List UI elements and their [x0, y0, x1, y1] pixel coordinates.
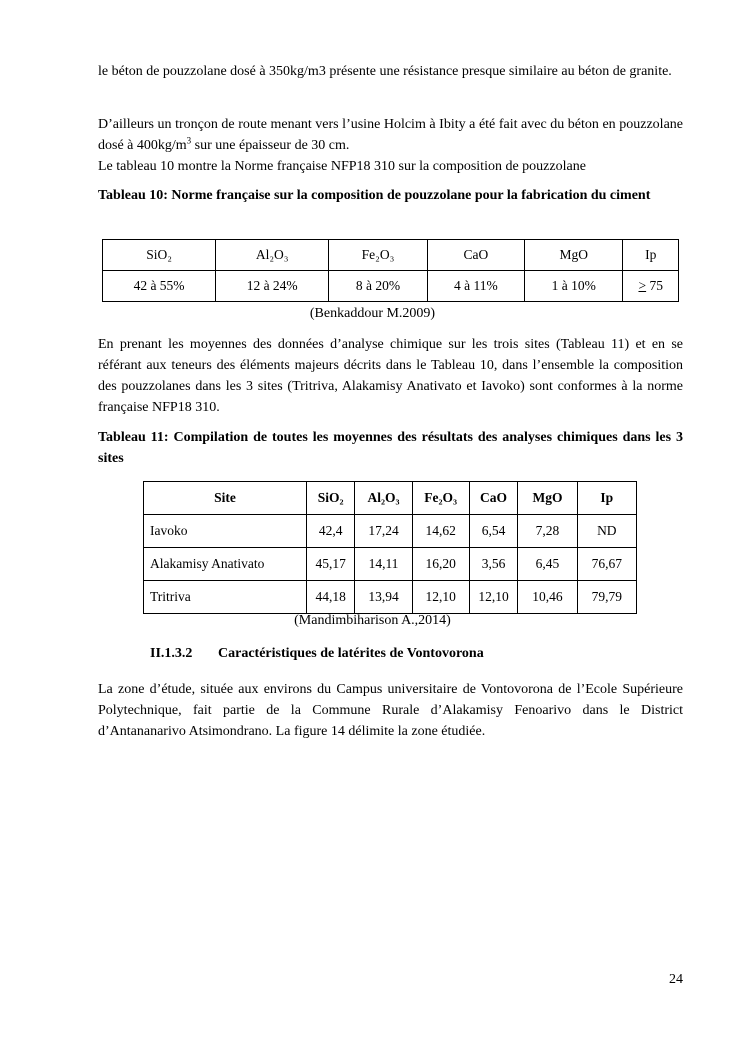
table-10 — [102, 239, 679, 302]
table11-cell: 44,18 — [306, 581, 355, 614]
table11-caption: Tableau 11: Compilation de toutes les moyennes des résultats des analyses chimiques dans les 3 sites — [98, 430, 683, 466]
table10-value-cell: 42 à 55% — [103, 271, 216, 302]
table11-header-cell: Site — [144, 482, 307, 515]
table11-cell: 12,10 — [469, 581, 518, 614]
paragraph-beton: le béton de pouzzolane dosé à 350kg/m3 présente une résistance presque similaire au béton de granite. — [98, 64, 672, 79]
table11-cell: 14,11 — [355, 548, 412, 581]
table11-cell: 79,79 — [577, 581, 636, 614]
table10-value-cell: 4 à 11% — [427, 271, 524, 302]
paragraph-holcim-text: D’ailleurs un tronçon de route menant vers l’usine Holcim à Ibity a été fait avec du béton en pouzzolane dosé à 400kg/m — [98, 117, 683, 153]
section-number: II.1.3.2 — [150, 646, 193, 661]
greater-equal-symbol: > — [638, 278, 647, 293]
table10-value-cell: 12 à 24% — [216, 271, 329, 302]
table11-cell: 6,45 — [518, 548, 577, 581]
section-heading — [150, 644, 484, 664]
table10-value-cell: 1 à 10% — [525, 271, 623, 302]
paragraph-moyennes: En prenant les moyennes des données d’analyse chimique sur les trois sites (Tableau 11) et en se référant aux teneurs des éléments majeurs décrits dans le Tableau 10, dans l’ensemble la composition des pouzzolanes dans les 3 sites (Tritriva, Alakamisy Anativato et Iavoko) sont conformes à la norme française NFP18 310. — [98, 337, 683, 415]
table11-cell: 13,94 — [355, 581, 412, 614]
table11-header-cell: CaO — [469, 482, 518, 515]
table11-cell: ND — [577, 515, 636, 548]
table-11 — [143, 481, 637, 614]
table11-site-cell: Iavoko — [144, 515, 307, 548]
table10-caption: Tableau 10: Norme française sur la composition de pouzzolane pour la fabrication du ciment — [98, 188, 651, 203]
table11-header-cell: Fe₂O₃ — [412, 482, 469, 515]
table11-cell: 17,24 — [355, 515, 412, 548]
table11-site-cell: Alakamisy Anativato — [144, 548, 307, 581]
table10-header-cell: SiO₂ — [103, 240, 216, 271]
table10-header-cell: Al₂O₃ — [216, 240, 329, 271]
table10-value-cell: 8 à 20% — [329, 271, 427, 302]
table10-header-cell: CaO — [427, 240, 524, 271]
table11-cell: 16,20 — [412, 548, 469, 581]
table11-cell: 3,56 — [469, 548, 518, 581]
table-row — [144, 515, 637, 548]
table11-cell: 10,46 — [518, 581, 577, 614]
table10-value-row — [103, 271, 679, 302]
table11-header-cell: MgO — [518, 482, 577, 515]
section-title: Caractéristiques de latérites de Vontovorona — [218, 646, 484, 661]
paragraph-zone-etude: La zone d’étude, située aux environs du Campus universitaire de Vontovorona de l’Ecole Supérieure Polytechnique, fait partie de la Commune Rurale d’Alakamisy Fenoarivo dans le District d’Antananarivo Atsimondrano. La figure 14 délimite la zone étudiée. — [98, 682, 683, 739]
table-row — [144, 548, 637, 581]
table10-header-cell: MgO — [525, 240, 623, 271]
paragraph-tableau-intro: Le tableau 10 montre la Norme française NFP18 310 sur la composition de pouzzolane — [98, 159, 586, 174]
page-number: 24 — [669, 972, 683, 987]
table10-ip-cell — [623, 271, 679, 302]
table11-header-cell: Al₂O₃ — [355, 482, 412, 515]
table10-header-cell: Ip — [623, 240, 679, 271]
table11-source: (Mandimbiharison A.,2014) — [294, 613, 451, 628]
table11-header-cell: SiO₂ — [306, 482, 355, 515]
table11-cell: 45,17 — [306, 548, 355, 581]
table11-cell: 76,67 — [577, 548, 636, 581]
table11-cell: 42,4 — [306, 515, 355, 548]
paragraph-holcim-end: sur une épaisseur de 30 cm. — [191, 138, 350, 153]
paragraph-holcim — [98, 114, 683, 177]
superscript-3: 3 — [186, 135, 192, 146]
table11-cell: 7,28 — [518, 515, 577, 548]
table11-site-cell: Tritriva — [144, 581, 307, 614]
table10-ip-value: 75 — [646, 278, 663, 293]
table-row — [144, 581, 637, 614]
table10-header-row — [103, 240, 679, 271]
table11-header-cell: Ip — [577, 482, 636, 515]
table10-source: (Benkaddour M.2009) — [309, 306, 436, 321]
table11-cell: 14,62 — [412, 515, 469, 548]
table10-header-cell: Fe₂O₃ — [329, 240, 427, 271]
table11-cell: 12,10 — [412, 581, 469, 614]
table11-cell: 6,54 — [469, 515, 518, 548]
table11-header-row — [144, 482, 637, 515]
